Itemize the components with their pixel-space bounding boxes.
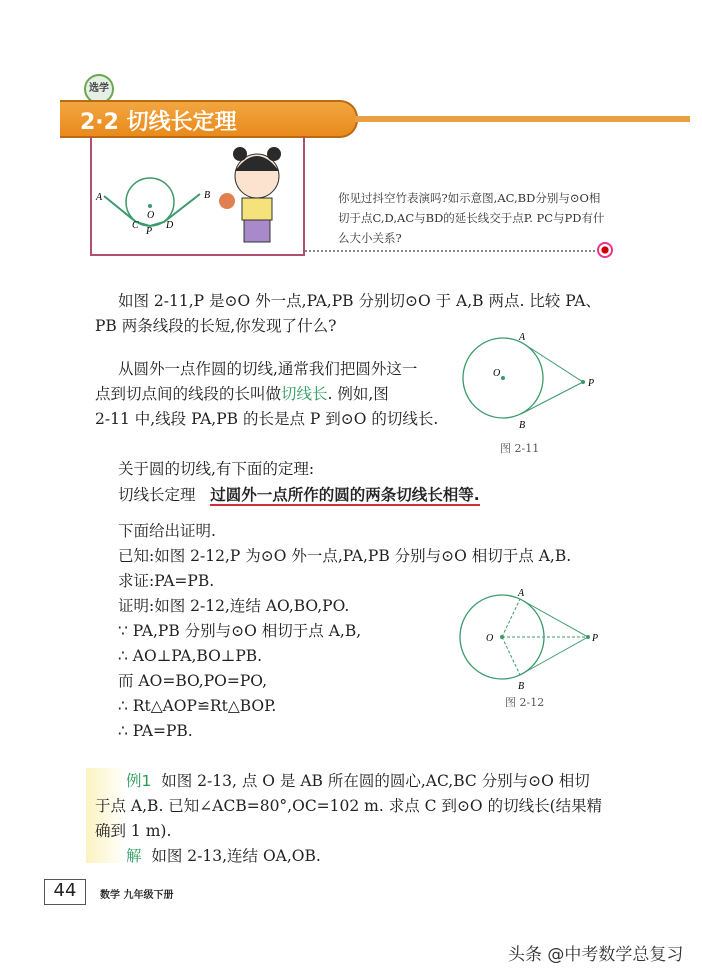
svg-text:A: A xyxy=(96,192,103,203)
svg-text:B: B xyxy=(518,681,525,692)
watermark: 头条 @中考数学总复习 xyxy=(508,945,684,965)
proof-line: ∴ Rt△AOP≌Rt△BOP. xyxy=(118,697,277,715)
example-line3: 确到 1 m). xyxy=(95,822,172,840)
proof-line: 而 AO=BO,PO=PO, xyxy=(118,672,267,690)
svg-text:P: P xyxy=(146,226,153,237)
proof-line: ∴ AO⊥PA,BO⊥PB. xyxy=(118,647,263,665)
book-title: 数学 九年级下册 xyxy=(100,890,174,901)
example-label: 例1 xyxy=(126,772,152,790)
elective-badge: 选学 xyxy=(84,74,114,104)
para2-line1: 从圆外一点作圆的切线,通常我们把圆外这一 xyxy=(118,360,418,378)
theorem-name: 切线长定理 xyxy=(118,486,196,504)
svg-text:A: A xyxy=(519,332,526,343)
figure-2-11 xyxy=(455,330,605,435)
proof-line: 求证:PA=PB. xyxy=(118,572,215,590)
svg-text:O: O xyxy=(493,368,501,379)
proof-line: 已知:如图 2-12,P 为⊙O 外一点,PA,PB 分别与⊙O 相切于点 A,B. xyxy=(118,547,572,565)
para2-line2 xyxy=(95,383,389,405)
theorem xyxy=(118,484,480,506)
svg-text:B: B xyxy=(204,190,211,201)
proof-line: 证明:如图 2-12,连结 AO,BO,PO. xyxy=(118,597,350,615)
intro-question: 你见过抖空竹表演吗?如示意图,AC,BD分别与⊙O相切于点C,D,AC与BD的延长线交于点P. PC与PD有什么大小关系? xyxy=(338,191,605,245)
svg-text:A: A xyxy=(518,588,525,599)
example-line1 xyxy=(126,770,590,792)
para1-line2: PB 两条线段的长短,你发现了什么? xyxy=(95,317,337,335)
header-rule xyxy=(355,116,690,122)
para2-line3: 2-11 中,线段 PA,PB 的长是点 P 到⊙O 的切线长. xyxy=(95,410,439,428)
intro-illustration xyxy=(90,136,305,256)
text: 如图 2-13,连结 OA,OB. xyxy=(151,847,321,865)
theorem-statement: 过圆外一点所作的圆的两条切线长相等. xyxy=(210,486,480,504)
diabolo-diagram xyxy=(92,136,307,254)
solution-line xyxy=(126,845,321,867)
svg-text:D: D xyxy=(166,220,174,231)
proof-line: ∵ PA,PB 分别与⊙O 相切于点 A,B, xyxy=(118,622,362,640)
term-tangent-length: 切线长 xyxy=(281,385,328,403)
example-line2: 于点 A,B. 已知∠ACB=80°,OC=102 m. 求点 C 到⊙O 的切线长(结果精 xyxy=(95,797,603,815)
text: 点到切点间的线段的长叫做 xyxy=(95,385,282,403)
figure-2-11-caption: 图 2-11 xyxy=(500,442,540,455)
girl-cartoon-icon xyxy=(219,147,281,242)
svg-text:O: O xyxy=(147,210,155,221)
section-title: 2·2 切线长定理 xyxy=(80,110,237,135)
svg-text:C: C xyxy=(132,220,139,231)
theorem-intro: 关于圆的切线,有下面的定理: xyxy=(118,460,315,478)
bullet-dot-icon xyxy=(597,242,613,258)
page-number: 44 xyxy=(44,879,86,905)
svg-text:P: P xyxy=(588,378,595,389)
para1-line1: 如图 2-11,P 是⊙O 外一点,PA,PB 分别切⊙O 于 A,B 两点. 比较 PA、 xyxy=(118,292,601,310)
section-banner xyxy=(60,100,358,138)
text: . 例如,图 xyxy=(327,385,389,403)
svg-text:P: P xyxy=(592,633,599,644)
svg-text:O: O xyxy=(486,633,494,644)
solution-label: 解 xyxy=(126,847,142,865)
proof-line: ∴ PA=PB. xyxy=(118,722,193,740)
dotted-rule xyxy=(305,250,595,252)
text: 如图 2-13, 点 O 是 AB 所在圆的圆心,AC,BC 分别与⊙O 相切 xyxy=(161,772,590,790)
figure-2-12-caption: 图 2-12 xyxy=(505,696,545,709)
svg-text:B: B xyxy=(519,420,526,431)
proof-line: 下面给出证明. xyxy=(118,522,216,540)
figure-2-12 xyxy=(450,585,610,695)
